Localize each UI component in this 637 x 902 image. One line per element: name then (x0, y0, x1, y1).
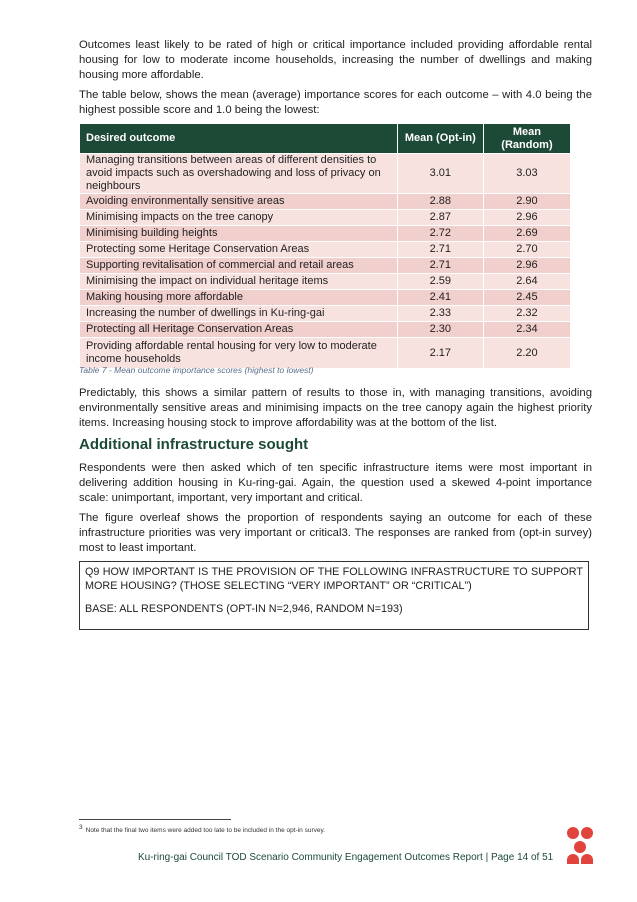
question-box (79, 561, 589, 630)
section-heading: Additional infrastructure sought (79, 436, 309, 453)
row-outcome: Providing affordable rental housing for very low to moderate income households (80, 338, 398, 369)
header-mean-random: Mean (Random) (483, 124, 570, 154)
table-row (80, 242, 571, 258)
row-mean-random: 2.20 (483, 338, 570, 369)
row-outcome: Supporting revitalisation of commercial and retail areas (80, 258, 398, 274)
row-mean-random: 2.34 (483, 322, 570, 338)
base-text: BASE: ALL RESPONDENTS (OPT-IN N=2,946, RANDOM N=193) (85, 603, 403, 615)
row-mean-random: 2.96 (483, 210, 570, 226)
infrastructure-intro-paragraph: Respondents were then asked which of ten specific infrastructure items were most important in delivering addition housing in Ku-ring-gai. Again, the question used a skewed 4-point importance scale: unimportant, important, very important and critical. (79, 462, 592, 504)
footnote-reference[interactable]: 3 (341, 527, 348, 539)
header-mean-optin: Mean (Opt-in) (397, 124, 483, 154)
table-intro-paragraph: The table below, shows the mean (average) importance scores for each outcome – with 4.0 being the highest possible score and 1.0 being the lowest: (79, 89, 592, 116)
outcome-scores-table (79, 123, 571, 369)
council-logo-icon (566, 826, 594, 870)
row-mean-optin: 2.72 (397, 226, 483, 242)
row-mean-optin: 3.01 (397, 154, 483, 194)
row-outcome: Increasing the number of dwellings in Ku-ring-gai (80, 306, 398, 322)
table-row (80, 194, 571, 210)
footnote (79, 824, 325, 834)
row-mean-optin: 2.17 (397, 338, 483, 369)
row-mean-optin: 2.87 (397, 210, 483, 226)
question-text: Q9 HOW IMPORTANT IS THE PROVISION OF THE FOLLOWING INFRASTRUCTURE TO SUPPORT MORE HOUSING? (THOSE SELECTING “VERY IMPORTANT” OR “CRITICAL”) (85, 566, 583, 592)
table-row (80, 274, 571, 290)
table-header-row (80, 124, 571, 154)
results-paragraph: Predictably, this shows a similar pattern of results to those in, with managing transitions, avoiding environmentally sensitive areas and minimising impacts on the tree canopy again the highest priority items. Increasing housing stock to improve affordability was at the bottom of the list. (79, 387, 592, 429)
row-mean-random: 2.45 (483, 290, 570, 306)
figure-intro-paragraph (79, 511, 592, 556)
row-mean-optin: 2.41 (397, 290, 483, 306)
row-mean-random: 2.32 (483, 306, 570, 322)
row-outcome: Minimising building heights (80, 226, 398, 242)
row-outcome: Avoiding environmentally sensitive areas (80, 194, 398, 210)
footnote-number: 3 (79, 824, 83, 831)
row-outcome: Managing transitions between areas of different densities to avoid impacts such as overshadowing and loss of privacy on neighbours (80, 154, 398, 194)
row-outcome: Protecting all Heritage Conservation Areas (80, 322, 398, 338)
row-mean-random: 2.96 (483, 258, 570, 274)
row-outcome: Minimising impacts on the tree canopy (80, 210, 398, 226)
row-outcome: Protecting some Heritage Conservation Areas (80, 242, 398, 258)
table-row (80, 306, 571, 322)
row-outcome: Making housing more affordable (80, 290, 398, 306)
row-mean-optin: 2.71 (397, 242, 483, 258)
table-row (80, 338, 571, 369)
table-row (80, 258, 571, 274)
table-row (80, 290, 571, 306)
table-row (80, 154, 571, 194)
header-desired-outcome: Desired outcome (80, 124, 398, 154)
row-mean-random: 3.03 (483, 154, 570, 194)
row-mean-random: 2.69 (483, 226, 570, 242)
table-caption: Table 7 - Mean outcome importance scores (highest to lowest) (79, 365, 314, 375)
row-mean-random: 2.70 (483, 242, 570, 258)
row-mean-random: 2.90 (483, 194, 570, 210)
row-mean-optin: 2.33 (397, 306, 483, 322)
footnote-divider (79, 819, 231, 820)
row-outcome: Minimising the impact on individual heritage items (80, 274, 398, 290)
table-row (80, 210, 571, 226)
figure-intro-text: The figure overleaf shows the proportion of respondents saying an outcome for each of these infrastructure priorities was very important or critical (79, 512, 592, 539)
row-mean-optin: 2.59 (397, 274, 483, 290)
intro-paragraph: Outcomes least likely to be rated of high or critical importance included providing affordable rental housing for low to moderate income households, increasing the number of dwellings and making housing more affordable. (79, 39, 592, 81)
row-mean-optin: 2.71 (397, 258, 483, 274)
row-mean-optin: 2.88 (397, 194, 483, 210)
table-row (80, 226, 571, 242)
figure-intro-text-end: . The responses are ranked from (opt-in survey) most to least important. (79, 527, 592, 554)
row-mean-optin: 2.30 (397, 322, 483, 338)
page-footer: Ku-ring-gai Council TOD Scenario Community Engagement Outcomes Report | Page 14 of 51 (138, 852, 554, 863)
row-mean-random: 2.64 (483, 274, 570, 290)
footnote-text: Note that the final two items were added too late to be included in the opt-in survey. (85, 827, 326, 835)
table-row (80, 322, 571, 338)
